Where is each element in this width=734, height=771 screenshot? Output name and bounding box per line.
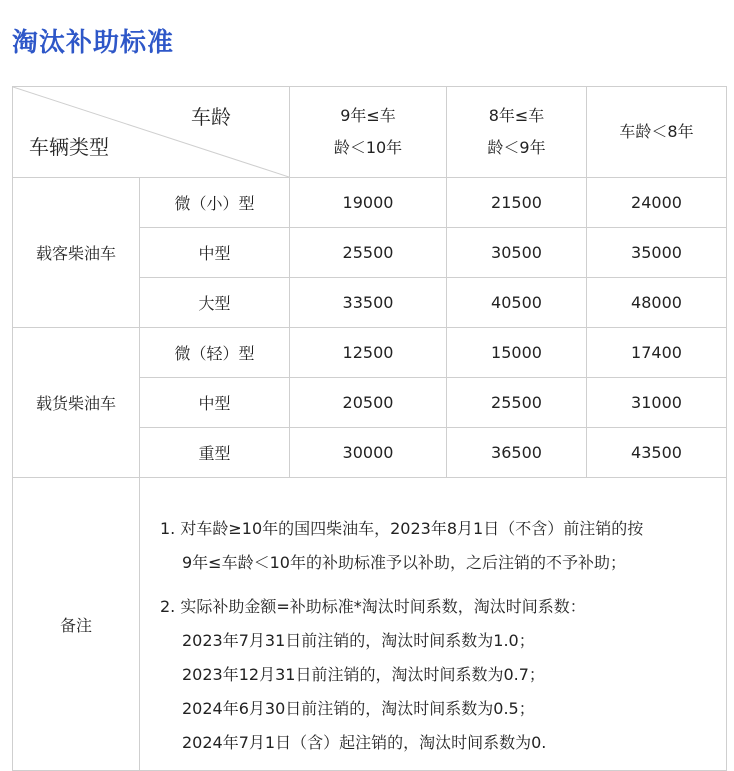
value-cell: 40500: [447, 278, 587, 328]
column-header-line: 龄＜10年: [333, 138, 403, 157]
column-header-line: 8年≤车: [488, 106, 545, 125]
value-cell: 21500: [447, 178, 587, 228]
note-line: 2. 实际补助金额=补助标准*淘汰时间系数，淘汰时间系数：: [160, 597, 586, 616]
corner-type-label: 车辆类型: [29, 135, 109, 159]
column-header-line: 车龄＜8年: [619, 122, 694, 141]
column-header-9-10: [290, 87, 447, 178]
notes-row: [13, 478, 727, 771]
vehicle-type-cell: 大型: [140, 278, 290, 328]
notes-label: 备注: [13, 478, 140, 771]
value-cell: 43500: [587, 428, 727, 478]
value-cell: 30500: [447, 228, 587, 278]
corner-age-label: 车龄: [191, 105, 231, 129]
page-title: 淘汰补助标准: [12, 28, 175, 58]
column-header-line: 9年≤车: [340, 106, 396, 125]
note-line: 2023年12月31日前注销的，淘汰时间系数为0.7；: [182, 665, 545, 684]
value-cell: 31000: [587, 378, 727, 428]
value-cell: 24000: [587, 178, 727, 228]
value-cell: 35000: [587, 228, 727, 278]
notes-cell: [140, 478, 727, 771]
table-row: [13, 328, 727, 378]
group-label-passenger: 载客柴油车: [13, 178, 140, 328]
vehicle-type-cell: 中型: [140, 378, 290, 428]
value-cell: 17400: [587, 328, 727, 378]
note-line: 2023年7月31日前注销的，淘汰时间系数为1.0；: [182, 631, 535, 650]
note-line: 1. 对车龄≥10年的国四柴油车，2023年8月1日（不含）前注销的按: [160, 519, 644, 538]
header-row: [13, 87, 727, 178]
value-cell: 48000: [587, 278, 727, 328]
note-2: [160, 590, 716, 760]
value-cell: 33500: [290, 278, 447, 328]
column-header-under-8: [587, 87, 727, 178]
value-cell: 15000: [447, 328, 587, 378]
table-row: [13, 178, 727, 228]
column-header-8-9: [447, 87, 587, 178]
note-1: [160, 512, 716, 580]
vehicle-type-cell: 微（轻）型: [140, 328, 290, 378]
subsidy-table: [12, 86, 727, 771]
value-cell: 12500: [290, 328, 447, 378]
value-cell: 30000: [290, 428, 447, 478]
note-line: 9年≤车龄＜10年的补助标准予以补助，之后注销的不予补助；: [182, 553, 626, 572]
note-line: 2024年6月30日前注销的，淘汰时间系数为0.5；: [182, 699, 535, 718]
vehicle-type-cell: 微（小）型: [140, 178, 290, 228]
vehicle-type-cell: 重型: [140, 428, 290, 478]
value-cell: 36500: [447, 428, 587, 478]
column-header-line: 龄＜9年: [487, 138, 546, 157]
value-cell: 20500: [290, 378, 447, 428]
group-label-cargo: 载货柴油车: [13, 328, 140, 478]
value-cell: 25500: [290, 228, 447, 278]
vehicle-type-cell: 中型: [140, 228, 290, 278]
note-line: 2024年7月1日（含）起注销的，淘汰时间系数为0.: [182, 733, 547, 752]
corner-header-cell: [13, 87, 290, 178]
notes-content: [140, 478, 726, 760]
value-cell: 19000: [290, 178, 447, 228]
value-cell: 25500: [447, 378, 587, 428]
